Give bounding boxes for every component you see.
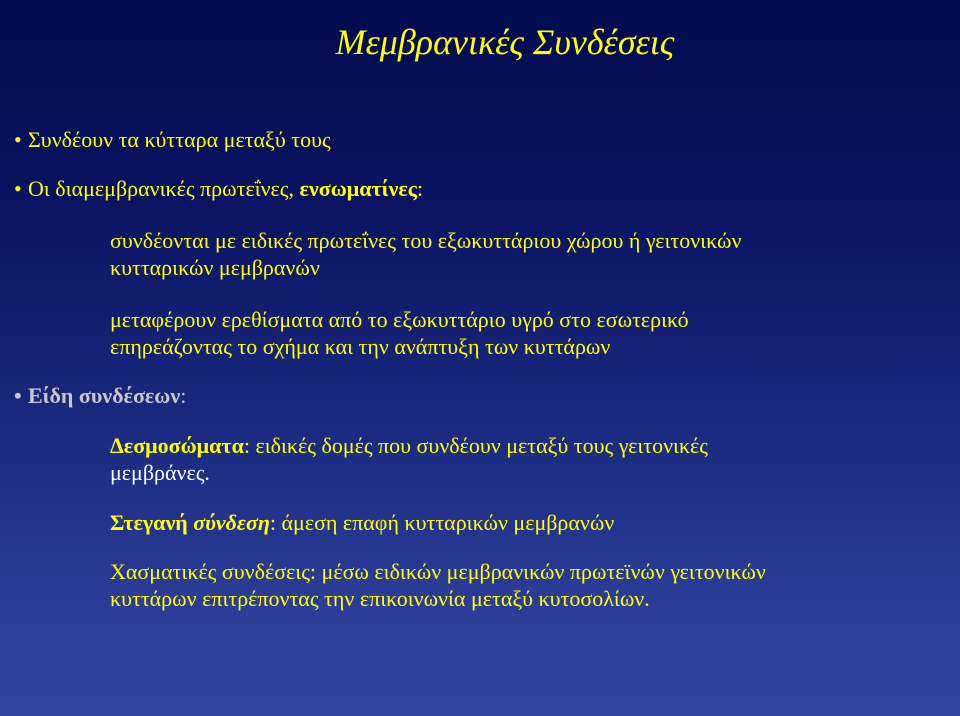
sub-item-4-rest: : άμεση επαφή κυτταρικών μεμβρανών: [269, 510, 615, 535]
bullet-2-tail: :: [417, 176, 424, 201]
sub-item-4: [110, 509, 910, 536]
sub-item-5-line-2: κυττάρων επιτρέποντας την επικοινωνία μεταξύ κυτοσολίων.: [110, 586, 650, 611]
slide-title: Μεμβρανικές Συνδέσεις: [335, 22, 675, 62]
sub-item-3-line-1: [110, 432, 910, 459]
sub-item-4-bolditalic: σύνδεση: [193, 510, 270, 535]
sub-item-2-line-1: μεταφέρουν ερεθίσματα από το εξωκυττάριο υγρό στο εσωτερικό: [110, 307, 689, 332]
sub-item-1-line-2: κυτταρικών μεμβρανών: [110, 255, 320, 280]
bullet-2: [14, 175, 423, 202]
bullet-3-tail: :: [180, 383, 187, 408]
bullet-dot: •: [14, 176, 22, 201]
bullet-2-bold: ενσωματίνες: [299, 176, 418, 201]
sub-item-3-bold: Δεσμοσώματα: [110, 433, 244, 458]
bullet-1-text: Συνδέουν τα κύτταρα μεταξύ τους: [28, 127, 331, 152]
bullet-3: [14, 382, 186, 409]
sub-item-3-rest: : ειδικές δομές που συνδέουν μεταξύ τους γειτονικές: [243, 433, 708, 458]
sub-item-1-line-1: συνδέονται με ειδικές πρωτεΐνες του εξωκυττάριου χώρου ή γειτονικών: [110, 228, 742, 253]
sub-item-2-line-2: επηρεάζοντας το σχήμα και την ανάπτυξη των κυττάρων: [110, 334, 611, 359]
bullet-2-text: Οι διαμεμβρανικές πρωτεΐνες,: [28, 176, 300, 201]
sub-item-1: [110, 227, 910, 281]
sub-item-3-line-2: μεμβράνες.: [110, 460, 210, 485]
bullet-dot: •: [14, 383, 22, 408]
sub-item-5-line-1: Χασματικές συνδέσεις: μέσω ειδικών μεμβρανικών πρωτεϊνών γειτονικών: [110, 559, 766, 584]
sub-item-3: [110, 432, 910, 486]
sub-item-2: [110, 306, 910, 360]
sub-item-4-bold: Στεγανή: [110, 510, 194, 535]
bullet-3-text: Είδη συνδέσεων: [28, 383, 181, 408]
sub-item-5: [110, 558, 950, 612]
bullet-dot: •: [14, 127, 22, 152]
bullet-1: [14, 126, 331, 153]
